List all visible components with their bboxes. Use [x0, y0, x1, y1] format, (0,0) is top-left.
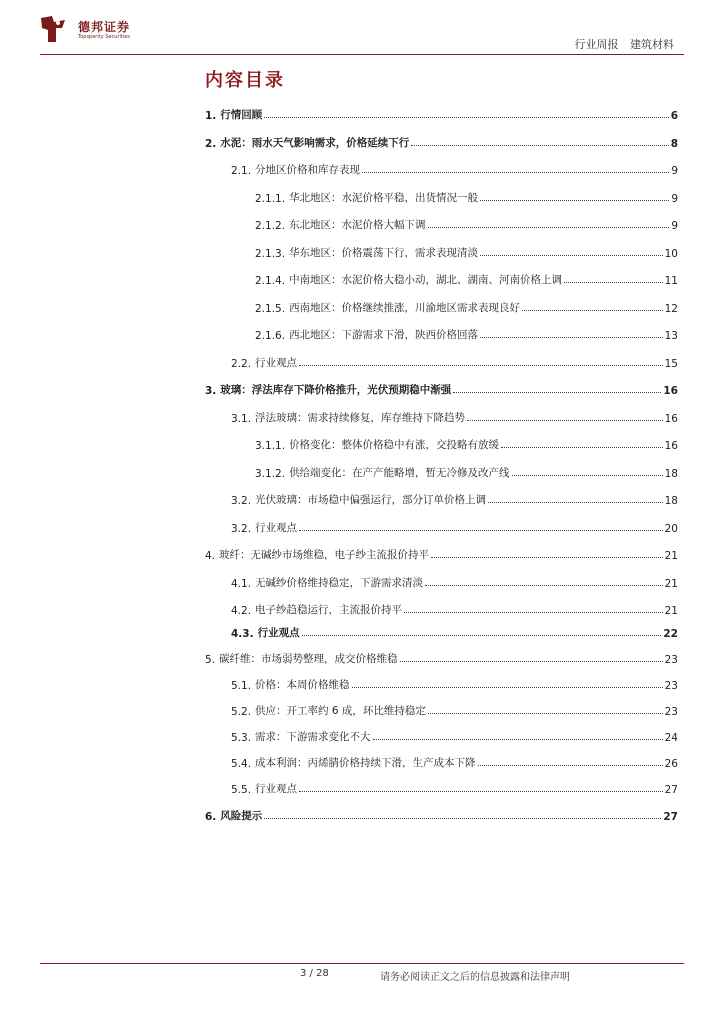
- toc-leader-dots: [453, 392, 661, 393]
- toc-entry-label: 中南地区：水泥价格大稳小动，湖北、湖南、河南价格上调: [289, 274, 563, 286]
- toc-entry-page: 16: [664, 412, 678, 425]
- toc-entry-number: 4.3.: [231, 627, 254, 640]
- toc-entry[interactable]: [205, 648, 678, 666]
- toc-entry[interactable]: [255, 434, 678, 452]
- toc-entry-label: 需求：下游需求变化不大: [255, 731, 371, 743]
- header-category: [567, 36, 675, 52]
- toc-entry-page: 21: [664, 550, 678, 562]
- toc-entry-label: 玻纤：无碱纱市场维稳，电子纱主流报价持平: [219, 549, 430, 561]
- toc-entry-number: 5.4.: [231, 758, 252, 770]
- toc-leader-dots: [480, 337, 663, 338]
- toc-entry-number: 5.: [205, 654, 216, 666]
- toc-entry-page: 24: [664, 732, 678, 744]
- toc-entry-number: 2.2.: [231, 357, 252, 370]
- toc-leader-dots: [264, 117, 668, 118]
- toc-entry-label: 电子纱趋稳运行，主流报价持平: [255, 604, 403, 616]
- toc-leader-dots: [428, 713, 663, 714]
- toc-entry-number: 5.2.: [231, 706, 252, 718]
- toc-entry-page: 20: [664, 522, 678, 535]
- toc-entry-page: 13: [664, 330, 678, 342]
- toc-leader-dots: [404, 612, 663, 613]
- toc-entry-number: 2.1.2.: [255, 220, 286, 232]
- toc-entry-number: 2.1.5.: [255, 302, 286, 315]
- toc-entry[interactable]: [205, 104, 678, 122]
- toc-leader-dots: [264, 818, 661, 819]
- toc-leader-dots: [373, 739, 663, 740]
- toc-entry-number: 3.1.2.: [255, 467, 286, 480]
- toc-entry-page: 21: [664, 605, 678, 617]
- toc-leader-dots: [564, 282, 663, 283]
- toc-entry-label: 行业观点: [257, 626, 300, 639]
- toc-entry-label: 光伏玻璃：市场稳中偏强运行，部分订单价格上调: [255, 494, 487, 506]
- toc-entry-page: 23: [664, 706, 678, 718]
- toc-entry-label: 行业观点: [255, 356, 298, 369]
- toc-entry[interactable]: [205, 379, 678, 397]
- toc-entry-number: 3.2.: [231, 522, 252, 535]
- toc-entry-label: 浮法玻璃：需求持续修复，库存维持下降趋势: [255, 411, 466, 424]
- toc-entry-number: 2.1.: [231, 165, 252, 177]
- toc-leader-dots: [362, 172, 669, 173]
- toc-entry-page: 16: [663, 385, 678, 397]
- toc-entry-page: 9: [671, 165, 678, 177]
- toc-entry-label: 华北地区：水泥价格平稳，出货情况一般: [289, 191, 479, 204]
- toc-entry[interactable]: [255, 269, 678, 287]
- toc-title: 内容目录: [205, 70, 285, 91]
- toc-entry-page: 12: [664, 302, 678, 315]
- logo-mark-icon: [38, 14, 68, 44]
- toc-entry[interactable]: [255, 324, 678, 342]
- header-divider: [40, 54, 684, 55]
- toc-entry-number: 5.1.: [231, 680, 252, 692]
- report-type: 行业周报: [574, 38, 619, 51]
- toc-entry-number: 3.1.1.: [255, 440, 286, 452]
- toc-entry-label: 价格变化：整体价格稳中有涨，交投略有放缓: [289, 439, 500, 451]
- toc-entry-label: 分地区价格和库存表现: [255, 164, 361, 176]
- toc-entry-page: 18: [664, 467, 678, 480]
- toc-entry-number: 2.1.3.: [255, 247, 286, 260]
- toc-entry-label: 成本利润：丙烯腈价格持续下滑，生产成本下降: [255, 757, 476, 769]
- toc-entry[interactable]: [205, 132, 678, 150]
- footer-disclaimer: 请务必阅读正文之后的信息披露和法律声明: [380, 972, 570, 983]
- toc-entry-page: 27: [664, 784, 678, 796]
- toc-entry-page: 8: [670, 137, 678, 150]
- toc-entry[interactable]: [255, 462, 678, 480]
- toc-entry[interactable]: [231, 572, 678, 590]
- toc-leader-dots: [302, 635, 662, 636]
- toc-entry-page: 22: [663, 627, 678, 640]
- toc-entry-label: 供给端变化：在产产能略增，暂无冷修及改产线: [289, 466, 510, 479]
- company-logo: [38, 14, 148, 44]
- toc-entry[interactable]: [231, 159, 678, 177]
- toc-entry-number: 4.1.: [231, 577, 252, 590]
- toc-entry[interactable]: [205, 544, 678, 562]
- toc-entry[interactable]: [231, 700, 678, 718]
- toc-entry-number: 2.1.4.: [255, 275, 286, 287]
- toc-entry-page: 23: [664, 654, 678, 666]
- toc-entry-page: 9: [671, 192, 678, 205]
- toc-leader-dots: [501, 447, 663, 448]
- toc-leader-dots: [352, 687, 663, 688]
- toc-leader-dots: [299, 530, 663, 531]
- toc-entry-page: 18: [664, 495, 678, 507]
- toc-entry-number: 3.: [205, 385, 217, 397]
- toc-leader-dots: [467, 420, 663, 421]
- toc-entry-number: 3.1.: [231, 412, 252, 425]
- page-indicator: 3 / 28: [300, 968, 329, 979]
- toc-leader-dots: [400, 661, 663, 662]
- toc-leader-dots: [480, 200, 669, 201]
- toc-leader-dots: [480, 255, 663, 256]
- toc-entry[interactable]: [231, 517, 678, 535]
- logo-name-en: Topsperity Securities: [78, 34, 130, 40]
- toc-entry[interactable]: [231, 622, 678, 640]
- toc-entry-label: 玻璃：浮法库存下降价格推升，光伏预期稳中渐强: [220, 384, 452, 396]
- toc-leader-dots: [425, 585, 663, 586]
- toc-entry-page: 26: [664, 758, 678, 770]
- toc-entry[interactable]: [231, 752, 678, 770]
- toc-leader-dots: [431, 557, 663, 558]
- toc-entry-number: 6.: [205, 811, 217, 823]
- toc-entry-label: 价格：本周价格维稳: [255, 679, 350, 691]
- toc-entry[interactable]: [231, 778, 678, 796]
- toc-leader-dots: [411, 145, 668, 146]
- toc-entry-label: 东北地区：水泥价格大幅下调: [289, 219, 426, 231]
- toc-entry-number: 1.: [205, 110, 217, 122]
- toc-entry[interactable]: [255, 297, 678, 315]
- toc-entry[interactable]: [231, 407, 678, 425]
- toc-entry-label: 华东地区：价格震荡下行，需求表现清淡: [289, 246, 479, 259]
- toc-entry-label: 西南地区：价格继续推涨，川渝地区需求表现良好: [289, 301, 521, 314]
- toc-entry-label: 无碱纱价格维持稳定，下游需求清淡: [255, 576, 424, 589]
- toc-entry-number: 3.2.: [231, 495, 252, 507]
- toc-entry[interactable]: [231, 489, 678, 507]
- toc-entry-number: 5.5.: [231, 784, 252, 796]
- toc-leader-dots: [299, 791, 663, 792]
- toc-entry-label: 行业观点: [255, 521, 298, 534]
- toc-leader-dots: [428, 227, 670, 228]
- toc-entry-number: 4.2.: [231, 605, 252, 617]
- toc-leader-dots: [512, 475, 663, 476]
- toc-entry-number: 4.: [205, 550, 216, 562]
- toc-entry[interactable]: [255, 187, 678, 205]
- toc-entry-number: 5.3.: [231, 732, 252, 744]
- toc-entry-number: 2.1.6.: [255, 330, 286, 342]
- page-header: [0, 0, 724, 56]
- toc-entry-label: 西北地区：下游需求下滑，陕西价格回落: [289, 329, 479, 341]
- toc-entry-number: 2.: [205, 137, 217, 150]
- toc-entry-page: 10: [664, 247, 678, 260]
- toc-entry[interactable]: [255, 214, 678, 232]
- toc-entry-page: 21: [664, 577, 678, 590]
- toc-entry[interactable]: [231, 726, 678, 744]
- toc-entry-page: 23: [664, 680, 678, 692]
- toc-leader-dots: [488, 502, 663, 503]
- toc-entry-label: 行情回顾: [220, 109, 263, 121]
- toc-entry-page: 15: [664, 357, 678, 370]
- toc-entry-label: 行业观点: [255, 783, 298, 795]
- toc-entry-page: 11: [664, 275, 678, 287]
- toc-entry[interactable]: [231, 352, 678, 370]
- toc-entry-page: 6: [670, 110, 678, 122]
- toc-entry-page: 9: [671, 220, 678, 232]
- toc-entry[interactable]: [231, 599, 678, 617]
- toc-entry[interactable]: [255, 242, 678, 260]
- toc-entry-page: 16: [664, 440, 678, 452]
- toc-entry[interactable]: [231, 674, 678, 692]
- toc-entry-label: 供应：开工率约 6 成，环比维持稳定: [255, 705, 426, 717]
- toc-entry-label: 水泥：雨水天气影响需求，价格延续下行: [220, 136, 410, 149]
- toc-entry[interactable]: [205, 805, 678, 823]
- logo-name-cn: 德邦证券: [78, 20, 131, 34]
- toc-leader-dots: [478, 765, 663, 766]
- industry-name: 建筑材料: [630, 38, 674, 51]
- toc-entry-page: 27: [663, 811, 678, 823]
- toc-entry-number: 2.1.1.: [255, 192, 286, 205]
- toc-leader-dots: [299, 365, 663, 366]
- toc-entry-label: 碳纤维：市场弱势整理，成交价格维稳: [219, 653, 398, 665]
- footer-divider: [40, 963, 684, 964]
- toc-leader-dots: [522, 310, 663, 311]
- toc-entry-label: 风险提示: [220, 810, 263, 822]
